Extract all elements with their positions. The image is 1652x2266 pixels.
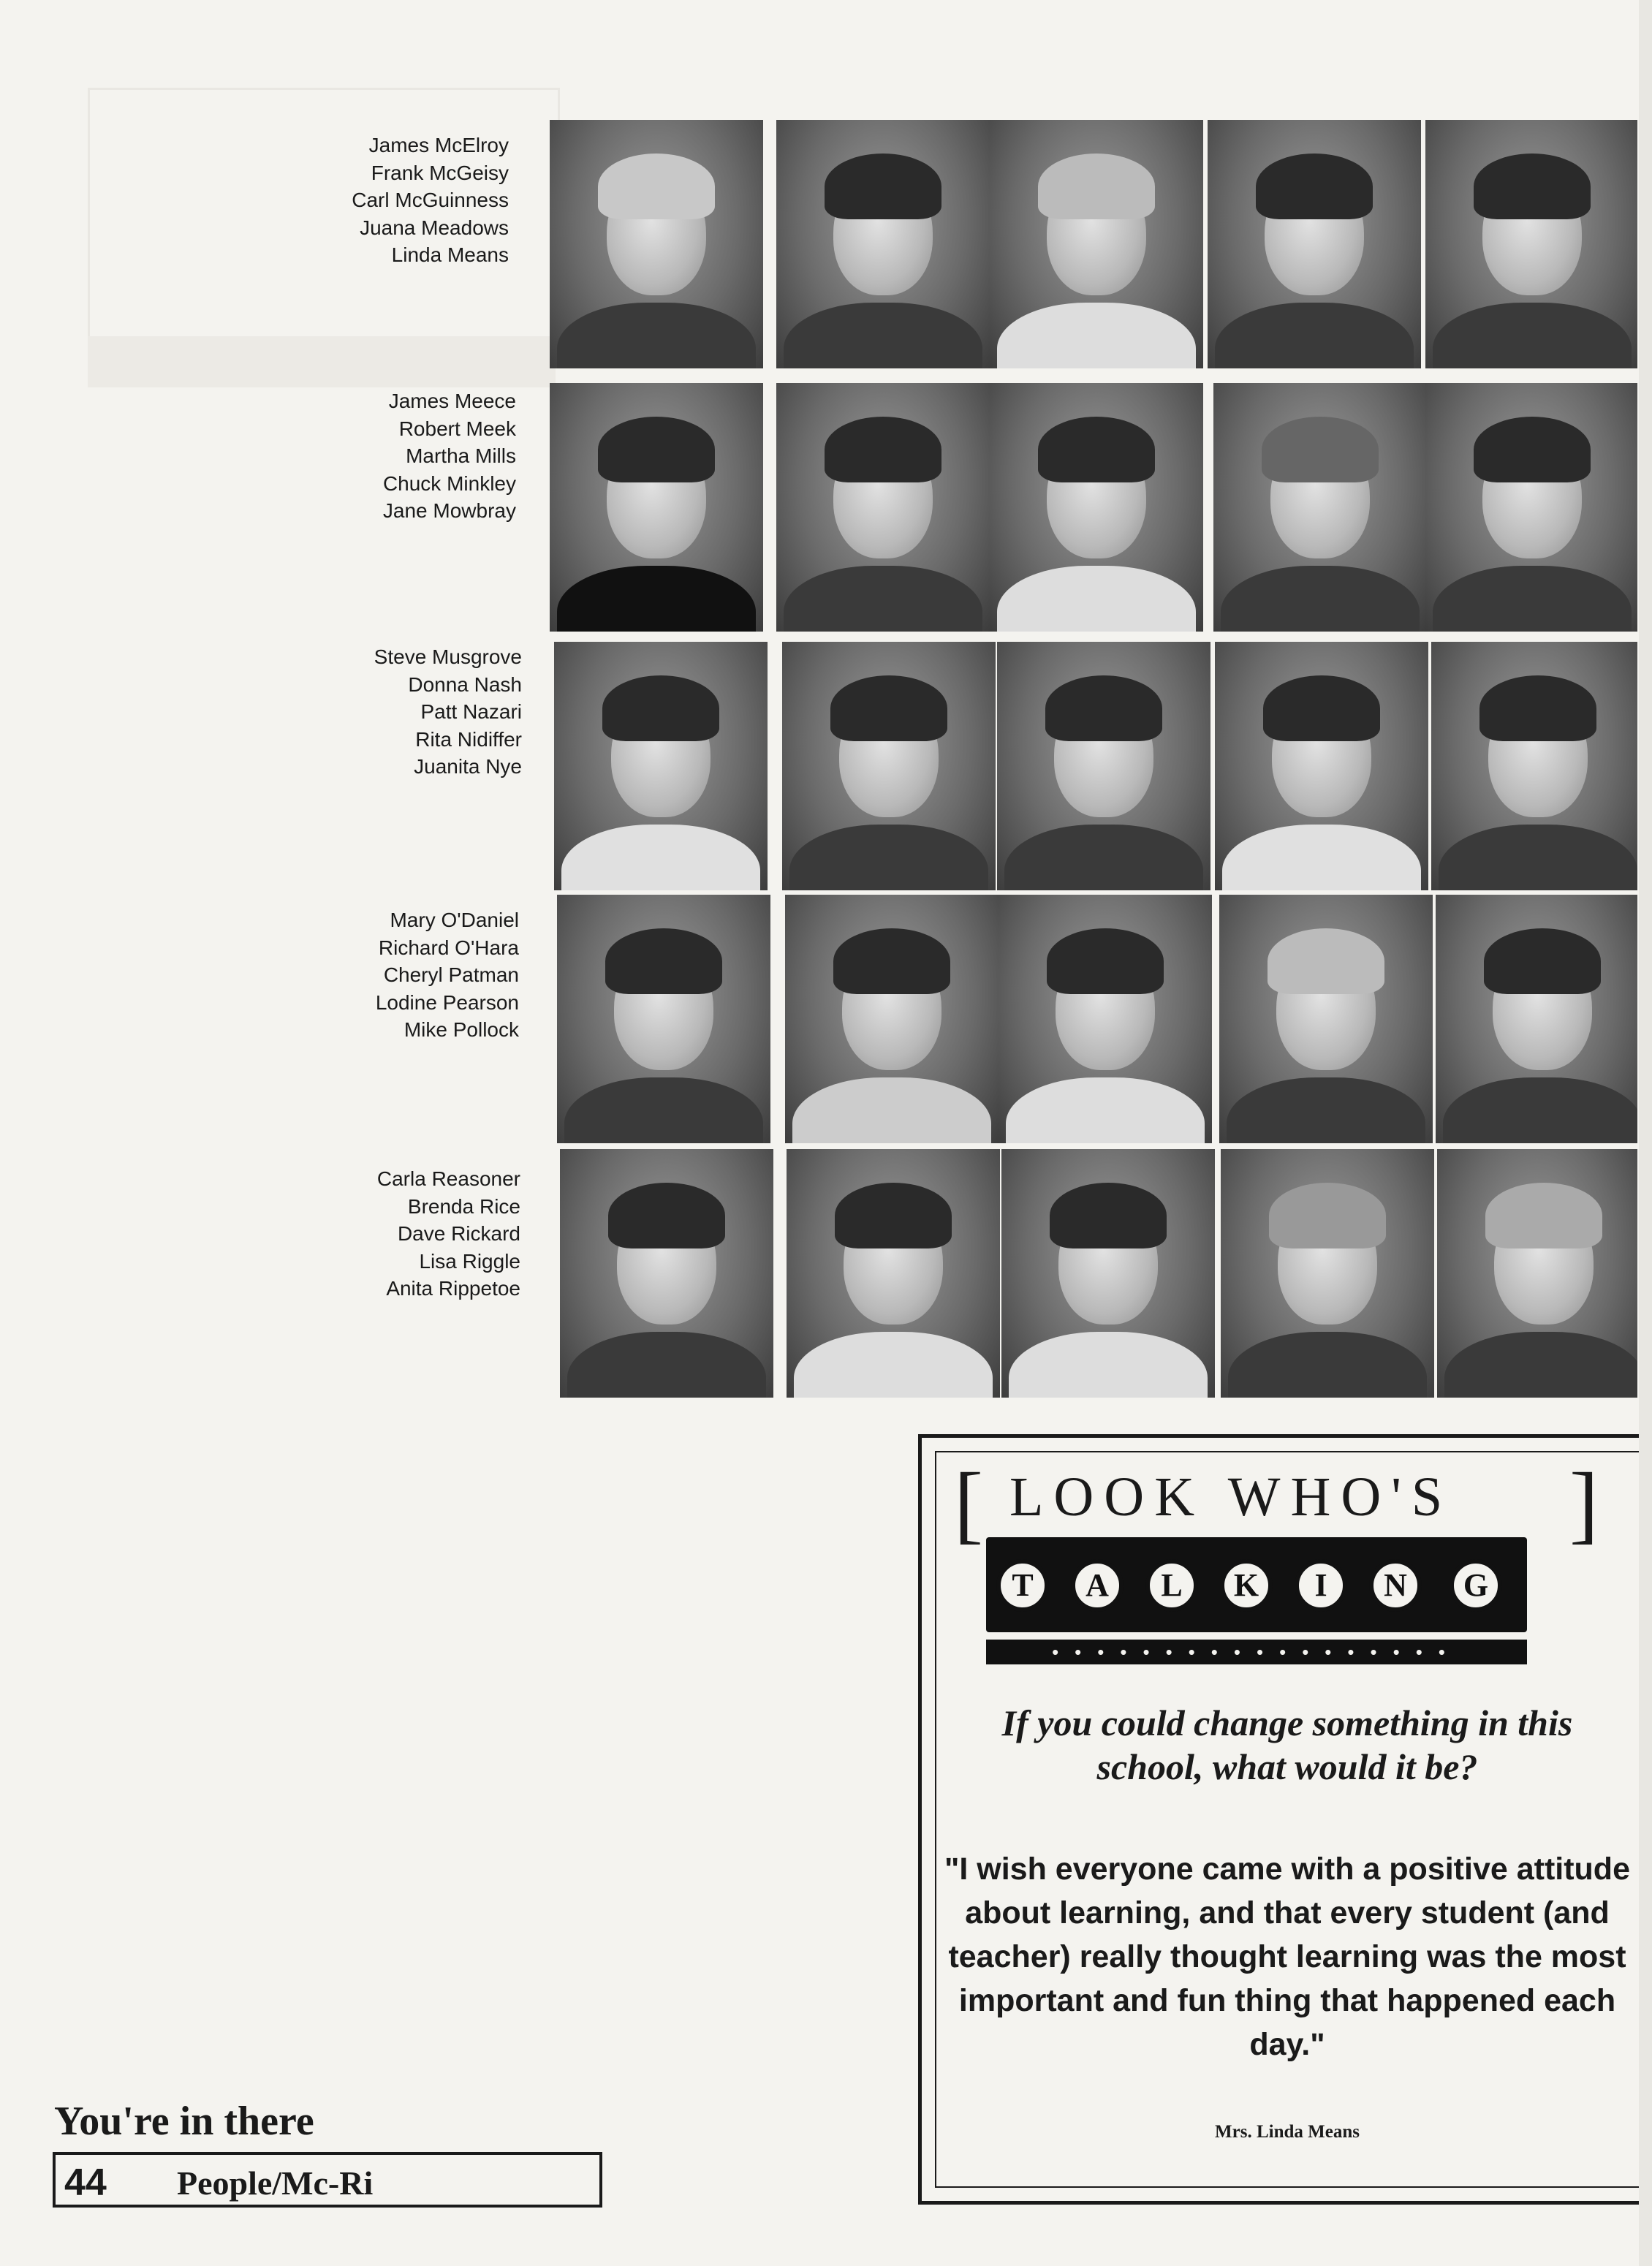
bleed-through-bar bbox=[88, 336, 556, 387]
talking-letter: G bbox=[1450, 1559, 1502, 1612]
portrait-photo bbox=[787, 1149, 1000, 1398]
feature-question: If you could change something in this school, what would it be? bbox=[1001, 1702, 1573, 1787]
section-label: People/Mc-Ri bbox=[177, 2164, 374, 2202]
person-name: Cheryl Patman bbox=[383, 963, 519, 986]
feature-answer: "I wish everyone came with a positive attitude about learning, and that every student (and teacher) really thought learning was the most important and fun thing that happened each day." bbox=[944, 1852, 1630, 2062]
person-name: Donna Nash bbox=[408, 672, 522, 696]
person-name: Linda Means bbox=[391, 243, 509, 266]
portrait-photo bbox=[990, 383, 1203, 632]
portrait-photo bbox=[1215, 642, 1428, 890]
portrait-photo bbox=[1208, 120, 1421, 368]
person-name: Frank McGeisy bbox=[371, 161, 509, 184]
portrait-photo bbox=[1425, 383, 1637, 632]
portrait-photo bbox=[782, 642, 996, 890]
person-name: Richard O'Hara bbox=[378, 936, 519, 959]
footer-box bbox=[53, 2152, 602, 2208]
portrait-photo bbox=[1219, 895, 1433, 1143]
person-name: Mary O'Daniel bbox=[390, 909, 519, 931]
person-name: Lodine Pearson bbox=[375, 990, 519, 1014]
page-number: 44 bbox=[64, 2161, 107, 2204]
person-name: Martha Mills bbox=[406, 444, 516, 467]
page-edge bbox=[1639, 0, 1652, 2266]
person-name: James McElroy bbox=[368, 134, 509, 156]
talking-letter: N bbox=[1369, 1559, 1422, 1612]
portrait-photo bbox=[557, 895, 770, 1143]
person-name: Juanita Nye bbox=[414, 755, 522, 778]
talking-letter: K bbox=[1220, 1559, 1273, 1612]
person-name: Anita Rippetoe bbox=[386, 1277, 520, 1300]
portrait-photo bbox=[550, 120, 763, 368]
portrait-photo bbox=[776, 120, 990, 368]
portrait-photo bbox=[1436, 895, 1637, 1143]
person-name: Carla Reasoner bbox=[376, 1167, 520, 1190]
left-bracket: [ bbox=[954, 1455, 983, 1552]
portrait-photo bbox=[1425, 120, 1637, 368]
portrait-photo bbox=[1001, 1149, 1215, 1398]
portrait-photo bbox=[560, 1149, 773, 1398]
footer-title: You're in there bbox=[54, 2099, 314, 2144]
person-name: Jane Mowbray bbox=[382, 499, 516, 522]
names-row-4 bbox=[227, 906, 519, 1044]
talking-banner bbox=[986, 1537, 1527, 1632]
person-name: Robert Meek bbox=[398, 417, 516, 440]
person-name: Lisa Riggle bbox=[419, 1249, 520, 1273]
film-strip-decoration: •••••••••••••••••• bbox=[986, 1640, 1527, 1664]
portrait-photo bbox=[999, 895, 1212, 1143]
portrait-photo bbox=[785, 895, 999, 1143]
person-name: Patt Nazari bbox=[420, 700, 522, 723]
names-row-1 bbox=[216, 132, 509, 269]
names-row-2 bbox=[224, 387, 516, 525]
names-row-5 bbox=[228, 1165, 520, 1303]
person-name: Chuck Minkley bbox=[382, 471, 516, 495]
person-name: Brenda Rice bbox=[407, 1194, 520, 1218]
person-name: Mike Pollock bbox=[403, 1018, 519, 1041]
feature-author: Mrs. Linda Means bbox=[1215, 2122, 1360, 2142]
person-name: James Meece bbox=[388, 390, 516, 412]
feature-heading: LOOK WHO'S bbox=[1009, 1466, 1453, 1528]
talking-letter: I bbox=[1295, 1559, 1347, 1612]
talking-letter: T bbox=[996, 1559, 1049, 1612]
person-name: Rita Nidiffer bbox=[415, 727, 522, 751]
portrait-photo bbox=[1213, 383, 1427, 632]
names-row-3 bbox=[230, 643, 522, 781]
portrait-photo bbox=[554, 642, 768, 890]
person-name: Carl McGuinness bbox=[352, 189, 509, 211]
person-name: Dave Rickard bbox=[397, 1222, 520, 1245]
portrait-photo bbox=[990, 120, 1203, 368]
portrait-photo bbox=[1431, 642, 1637, 890]
person-name: Juana Meadows bbox=[360, 216, 509, 239]
person-name: Steve Musgrove bbox=[374, 645, 522, 668]
portrait-photo bbox=[776, 383, 990, 632]
talking-letter: A bbox=[1071, 1559, 1124, 1612]
portrait-photo bbox=[1221, 1149, 1434, 1398]
talking-letter: L bbox=[1145, 1559, 1198, 1612]
portrait-photo bbox=[1437, 1149, 1637, 1398]
portrait-photo bbox=[997, 642, 1210, 890]
right-bracket: ] bbox=[1569, 1455, 1599, 1552]
quote-box bbox=[918, 1434, 1652, 2205]
portrait-photo bbox=[550, 383, 763, 632]
